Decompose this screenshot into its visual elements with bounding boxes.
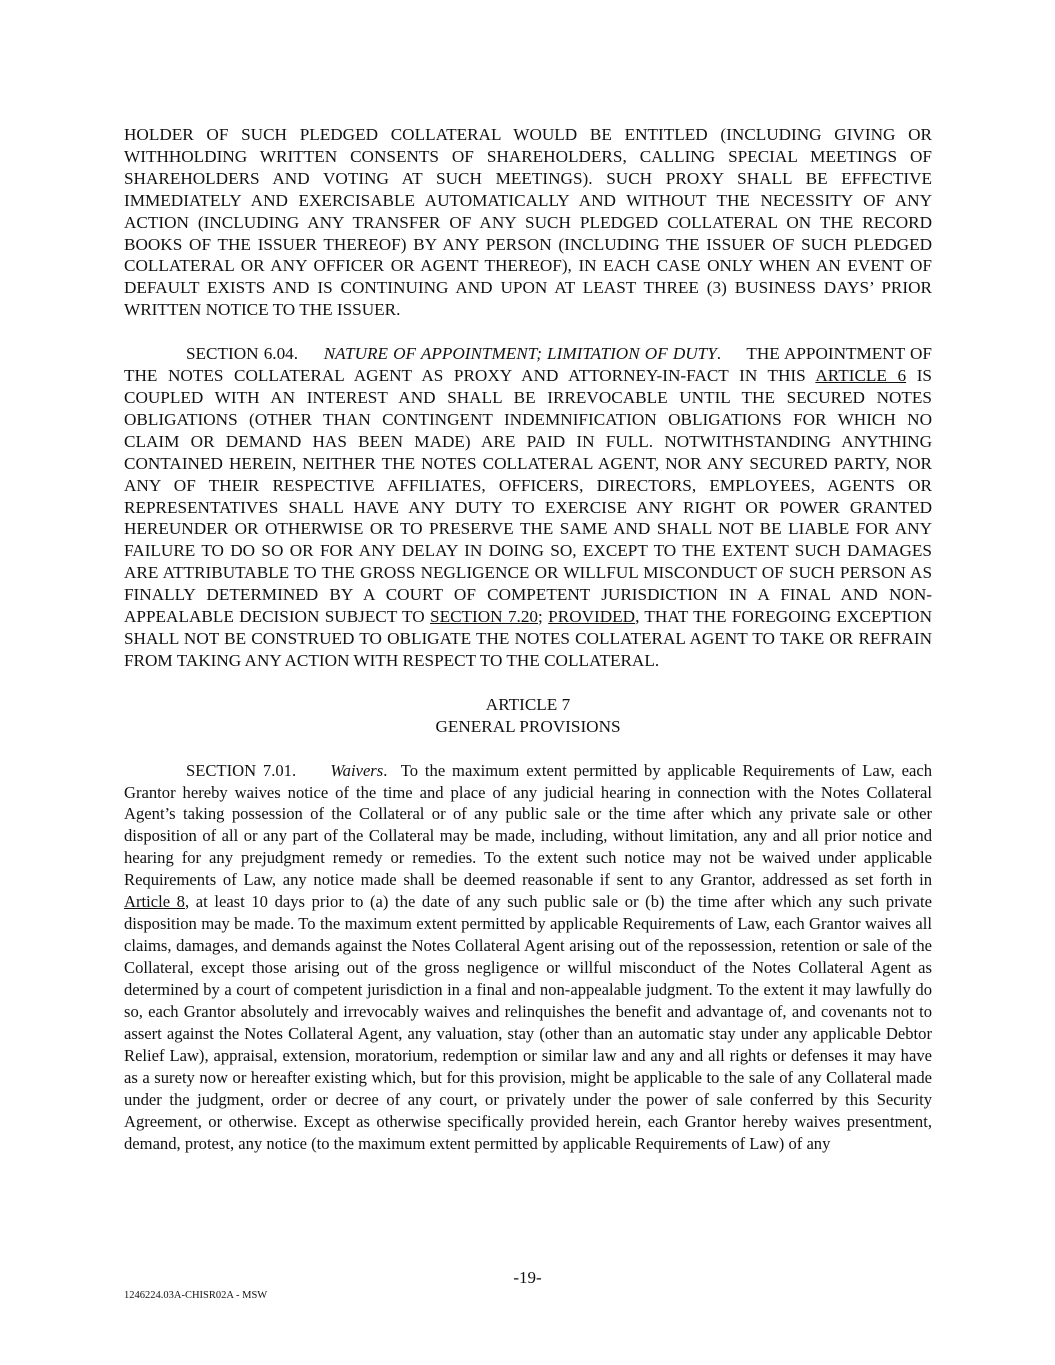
continuation-paragraph (124, 124, 932, 321)
article-6-link[interactable]: ARTICLE 6 (815, 366, 907, 386)
provided-term: PROVIDED (548, 607, 636, 627)
section-6-04-text-c: ; (538, 607, 549, 627)
section-7-01-paragraph: SECTION 7.01. Waivers. To the maximum extent permitted by applicable Requirements of Law, each Grantor hereby waives notice of the time and place of any judicial hearing in connection with the Notes Collateral Agent’s taking possession of the Collateral or of any public sale or the time after which any private sale or other disposition of all or any part of the Collateral may be made, including, without limitation, any and all prior notice and hearing for any prejudgment remedy or remedies. To the extent such notice may not be waived under applicable Requirements of Law, any notice made shall be deemed reasonable if sent to any Grantor, addressed as set forth in Article 8, at least 10 days prior to (a) the date of any such public sale or (b) the time after which any such private disposition may be made. To the maximum extent permitted by applicable Requirements of Law, each Grantor waives all claims, damages, and demands against the Notes Collateral Agent arising out of the repossession, retention or sale of the Collateral, except those arising out of the gross negligence or willful misconduct of the Notes Collateral Agent as determined by a court of competent jurisdiction in a final and non-appealable judgment. To the extent it may lawfully do so, each Grantor absolutely and irrevocably waives and relinquishes the benefit and advantage of, and covenants not to assert against the Notes Collateral Agent, any valuation, stay (other than an automatic stay under any applicable Debtor Relief Law), appraisal, extension, moratorium, redemption or similar law and any and all rights or defenses it may have as a surety now or hereafter existing which, but for this provision, might be applicable to the sale of any Collateral made under the judgment, order or decree of any court, or privately under the power of sale conferred by this Security Agreement, or otherwise. Except as otherwise specifically provided herein, each Grantor hereby waives presentment, demand, protest, any notice (to the maximum extent permitted by applicable Requirements of Law) of any (124, 760, 932, 1153)
section-6-04-text-d: , THAT THE FOREGOING EXCEPTION SHALL NOT BE CONSTRUED TO OBLIGATE THE NOTES COLLATERAL AGENT TO TAKE OR REFRAIN FROM TAKING ANY ACTION WITH RESPECT TO THE COLLATERAL. (124, 607, 932, 670)
article-7-number: ARTICLE 7 (485, 694, 571, 714)
article-8-link[interactable]: Article 8 (124, 892, 185, 912)
document-page (124, 124, 932, 1155)
section-6-04-label: SECTION 6.04. (186, 344, 299, 364)
document-id: 1246224.03A-CHISR02A - MSW (124, 1290, 268, 1301)
section-7-01-text-b: , at least 10 days prior to (a) the date of any such public sale or (b) the time after which any such private disposition may be made. To the maximum extent permitted by applicable Requirements of Law, each Grantor waives all claims, damages, and demands against the Notes Collateral Agent arising out of the repossession, retention or sale of the Collateral, except those arising out of the gross negligence or willful misconduct of the Notes Collateral Agent as determined by a court of competent jurisdiction in a final and non-appealable judgment. To the extent it may lawfully do so, each Grantor absolutely and irrevocably waives and relinquishes the benefit and advantage of, and covenants not to assert against the Notes Collateral Agent, any valuation, stay (other than an automatic stay under any applicable Debtor Relief Law), appraisal, extension, moratorium, redemption or similar law and any and all rights or defenses it may have as a surety now or hereafter existing which, but for this provision, might be applicable to the sale of any Collateral made under the judgment, order or decree of any court, or privately under the power of sale conferred by this Security Agreement, or otherwise. Except as otherwise specifically provided herein, each Grantor hereby waives presentment, demand, protest, any notice (to the maximum extent permitted by applicable Requirements of Law) of any (124, 892, 932, 1153)
section-6-04-text-a: THE APPOINTMENT OF THE NOTES COLLATERAL AGENT AS PROXY AND ATTORNEY-IN-FACT IN THIS (124, 344, 932, 386)
section-7-01-label: SECTION 7.01. (186, 760, 297, 780)
continuation-text: HOLDER OF SUCH PLEDGED COLLATERAL WOULD BE ENTITLED (INCLUDING GIVING OR WITHHOLDING WRITTEN CONSENTS OF SHAREHOLDERS, CALLING SPECIAL MEETINGS OF SHAREHOLDERS AND VOTING AT SUCH MEETINGS). SUCH PROXY SHALL BE EFFECTIVE IMMEDIATELY AND EXERCISABLE AUTOMATICALLY AND WITHOUT THE NECESSITY OF ANY ACTION (INCLUDING ANY TRANSFER OF ANY SUCH PLEDGED COLLATERAL ON THE RECORD BOOKS OF THE ISSUER THEREOF) BY ANY PERSON (INCLUDING THE ISSUER OF SUCH PLEDGED COLLATERAL OR ANY OFFICER OR AGENT THEREOF), IN EACH CASE ONLY WHEN AN EVENT OF DEFAULT EXISTS AND IS CONTINUING AND UPON AT LEAST THREE (3) BUSINESS DAYS’ PRIOR WRITTEN NOTICE TO THE ISSUER. (124, 125, 932, 320)
section-7-01-title: Waivers (330, 760, 384, 780)
page-number: -19- (513, 1268, 542, 1287)
section-7-20-link[interactable]: SECTION 7.20 (430, 607, 539, 627)
section-6-04-text-b: IS COUPLED WITH AN INTEREST AND SHALL BE IRREVOCABLE UNTIL THE SECURED NOTES OBLIGATIONS (OTHER THAN CONTINGENT INDEMNIFICATION OBLIGATIONS FOR WHICH NO CLAIM OR DEMAND HAS BEEN MADE) ARE PAID IN FULL. NOTWITHSTANDING ANYTHING CONTAINED HEREIN, NEITHER THE NOTES COLLATERAL AGENT, NOR ANY SECURED PARTY, NOR ANY OF THEIR RESPECTIVE AFFILIATES, OFFICERS, DIRECTORS, EMPLOYEES, AGENTS OR REPRESENTATIVES SHALL HAVE ANY DUTY TO EXERCISE ANY RIGHT OR POWER GRANTED HEREUNDER OR OTHERWISE OR TO PRESERVE THE SAME AND SHALL NOT BE LIABLE FOR ANY FAILURE TO DO SO OR FOR ANY DELAY IN DOING SO, EXCEPT TO THE EXTENT SUCH DAMAGES ARE ATTRIBUTABLE TO THE GROSS NEGLIGENCE OR WILLFUL MISCONDUCT OF SUCH PERSON AS FINALLY DETERMINED BY A COURT OF COMPETENT JURISDICTION IN A FINAL AND NON-APPEALABLE DECISION SUBJECT TO (124, 366, 932, 627)
section-7-01-text-a: To the maximum extent permitted by applicable Requirements of Law, each Grantor hereby waives notice of the time and place of any judicial hearing in connection with the Notes Collateral Agent’s taking possession of the Collateral or of any public sale or the time after which any private sale or other disposition of all or any part of the Collateral may be made, including, without limitation, any and all prior notice and hearing for any prejudgment remedy or remedies. To the extent such notice may not be waived under applicable Requirements of Law, any notice made shall be deemed reasonable if sent to any Grantor, addressed as set forth in (124, 760, 932, 890)
section-6-04-paragraph: SECTION 6.04. NATURE OF APPOINTMENT; LIMITATION OF DUTY. THE APPOINTMENT OF THE NOTES COLLATERAL AGENT AS PROXY AND ATTORNEY-IN-FACT IN THIS ARTICLE 6 IS COUPLED WITH AN INTEREST AND SHALL BE IRREVOCABLE UNTIL THE SECURED NOTES OBLIGATIONS (OTHER THAN CONTINGENT INDEMNIFICATION OBLIGATIONS FOR WHICH NO CLAIM OR DEMAND HAS BEEN MADE) ARE PAID IN FULL. NOTWITHSTANDING ANYTHING CONTAINED HEREIN, NEITHER THE NOTES COLLATERAL AGENT, NOR ANY SECURED PARTY, NOR ANY OF THEIR RESPECTIVE AFFILIATES, OFFICERS, DIRECTORS, EMPLOYEES, AGENTS OR REPRESENTATIVES SHALL HAVE ANY DUTY TO EXERCISE ANY RIGHT OR POWER GRANTED HEREUNDER OR OTHERWISE OR TO PRESERVE THE SAME AND SHALL NOT BE LIABLE FOR ANY FAILURE TO DO SO OR FOR ANY DELAY IN DOING SO, EXCEPT TO THE EXTENT SUCH DAMAGES ARE ATTRIBUTABLE TO THE GROSS NEGLIGENCE OR WILLFUL MISCONDUCT OF SUCH PERSON AS FINALLY DETERMINED BY A COURT OF COMPETENT JURISDICTION IN A FINAL AND NON-APPEALABLE DECISION SUBJECT TO SECTION 7.20; PROVIDED, THAT THE FOREGOING EXCEPTION SHALL NOT BE CONSTRUED TO OBLIGATE THE NOTES COLLATERAL AGENT TO TAKE OR REFRAIN FROM TAKING ANY ACTION WITH RESPECT TO THE COLLATERAL. (124, 344, 932, 670)
section-6-04-title: NATURE OF APPOINTMENT; LIMITATION OF DUTY (323, 344, 717, 364)
article-7-title: GENERAL PROVISIONS (435, 716, 621, 736)
